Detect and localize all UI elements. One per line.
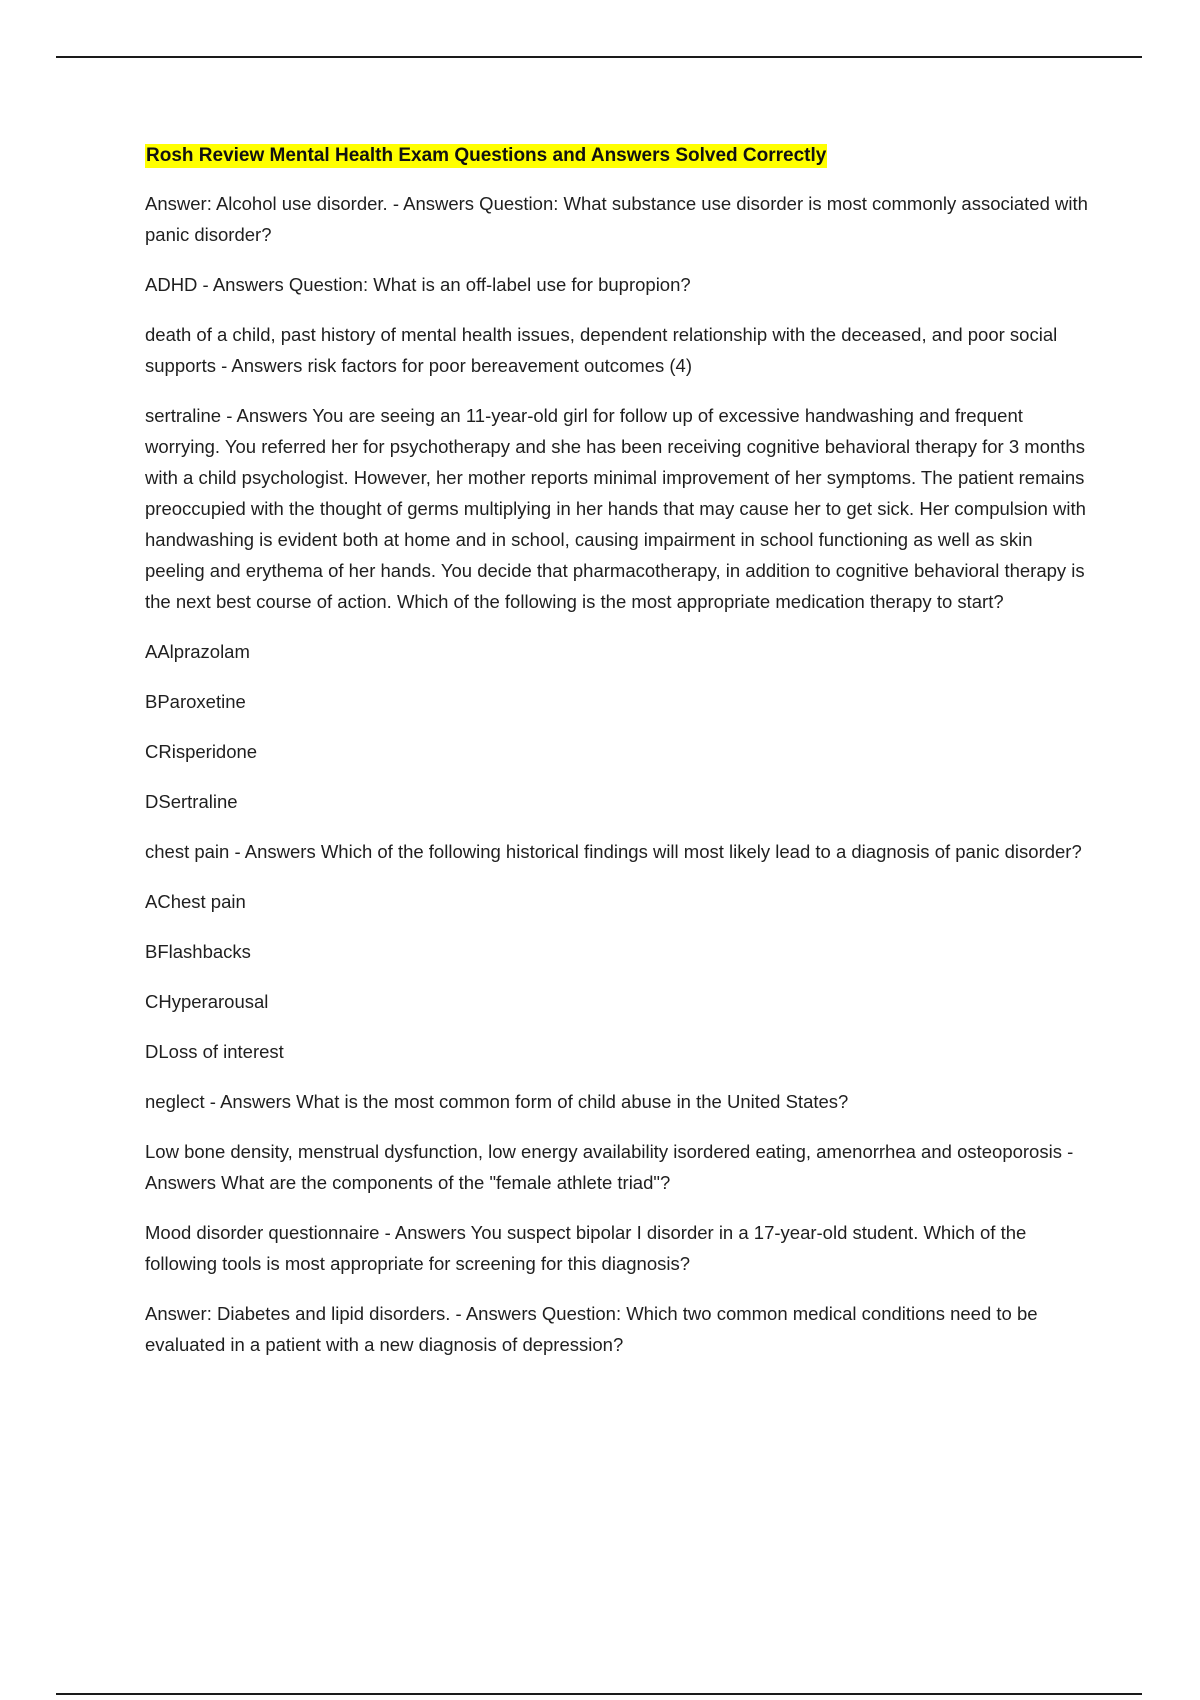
option-c-risperidone: CRisperidone [145, 741, 258, 762]
document-title: Rosh Review Mental Health Exam Questions and Answers Solved Correctly [146, 145, 827, 166]
option-b-flashbacks: BFlashbacks [145, 941, 251, 962]
option-d-loss-of-interest: DLoss of interest [145, 1041, 284, 1062]
paragraph-diabetes-lipid: Answer: Diabetes and lipid disorders. - Answers Question: Which two common medical conditions need to be evaluated in a patient with a new diagnosis of depression? [145, 1303, 1038, 1355]
paragraph-mood-disorder-questionnaire: Mood disorder questionnaire - Answers You suspect bipolar I disorder in a 17-year-old student. Which of the following tools is most appropriate for screening for this diagnosis? [145, 1222, 1027, 1274]
paragraph-adhd: ADHD - Answers Question: What is an off-label use for bupropion? [145, 274, 691, 295]
option-c-hyperarousal: CHyperarousal [145, 991, 269, 1012]
option-d-sertraline: DSertraline [145, 791, 238, 812]
header-rule [56, 56, 1142, 58]
paragraph-alcohol-use-disorder: Answer: Alcohol use disorder. - Answers Question: What substance use disorder is most commonly associated with panic disorder? [145, 193, 1088, 245]
paragraph-neglect: neglect - Answers What is the most common form of child abuse in the United States? [145, 1091, 849, 1112]
footer-rule [56, 1693, 1142, 1695]
option-b-paroxetine: BParoxetine [145, 691, 246, 712]
option-a-alprazolam: AAlprazolam [145, 641, 250, 662]
paragraph-female-athlete-triad: Low bone density, menstrual dysfunction, low energy availability isordered eating, amenorrhea and osteoporosis - Answers What are the components of the "female athlete triad"? [145, 1141, 1074, 1193]
option-a-chest-pain: AChest pain [145, 891, 246, 912]
paragraph-bereavement: death of a child, past history of mental health issues, dependent relationship with the deceased, and poor social supports - Answers risk factors for poor bereavement outcomes (4) [145, 324, 1058, 376]
document-body [145, 144, 1090, 1379]
paragraph-chest-pain-question: chest pain - Answers Which of the following historical findings will most likely lead to a diagnosis of panic disorder? [145, 841, 1082, 862]
paragraph-sertraline-question: sertraline - Answers You are seeing an 11-year-old girl for follow up of excessive handwashing and frequent worrying. You referred her for psychotherapy and she has been receiving cognitive behavioral therapy for 3 months with a child psychologist. However, her mother reports minimal improvement of her symptoms. The patient remains preoccupied with the thought of germs multiplying in her hands that may cause her to get sick. Her compulsion with handwashing is evident both at home and in school, causing impairment in school functioning as well as skin peeling and erythema of her hands. You decide that pharmacotherapy, in addition to cognitive behavioral therapy is the next best course of action. Which of the following is the most appropriate medication therapy to start? [145, 405, 1086, 612]
